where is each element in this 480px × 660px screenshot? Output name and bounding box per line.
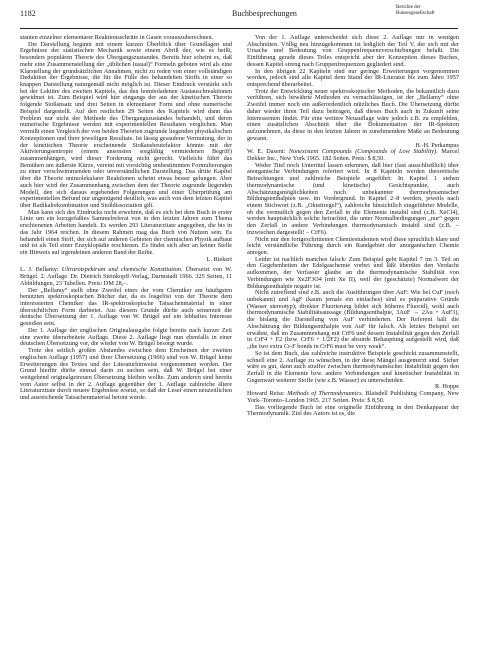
- right-column: [247, 35, 459, 418]
- paragraph: Von der 1. Auflage unterscheidet sich diese 2. Auflage nur in wenigen Abschnitten. Völlig neu hinzugekommen ist lediglich der Teil V, der sich mit der Ursache und Bedeutung von Gruppenfrequenzverschiebungen befaßt. Die Einführung gerade dieses Teiles entspricht aber der Konzeption dieses Buches, dessen Kapitel streng nach Gruppenfrequenzen gegliedert sind.: [247, 34, 459, 68]
- journal-name-line1: Berichte der: [396, 5, 421, 10]
- book-title: Ultrarotspektrum und chemische Konstitution.: [61, 266, 183, 274]
- paragraph: In den übrigen 22 Kapiteln sind nur geringe Erweiterungen vorgenommen worden, jedoch sind alle Kapitel dem Stand der IR-Literatur bis zum Jahre 1957 entsprechend überarbeitet.: [247, 67, 459, 89]
- left-column: [20, 35, 232, 402]
- book-title: Nonexistent Compounds (Compounds of Low Stability).: [288, 148, 438, 156]
- reviewer-signature: R. Hoppe: [435, 383, 459, 391]
- book-entry: [247, 391, 459, 404]
- paragraph: Nicht nur den fortgeschrittenen Chemiestudenten wird diese sprachlich klare und leicht verständliche Führung durch ein Randgebiet der anorganischen Chemie anregen.: [247, 235, 459, 256]
- section-title: Buchbesprechungen: [232, 9, 297, 18]
- paragraph: Weder Titel noch Untertitel lassen erkennen, daß hier (fast ausschließlich) über anorganische Verbindungen referiert wird. In 8 Kapiteln werden theoretische Betrachtungen und zahlreiche Beispiele angeführt: In Kapitel 1 stehen thermodynamische (und kinetische) Gesichtspunkte, auch Abschätzungsmöglichkeiten noch unbekannter thermodynamischer Bildungsenthalpien usw. im Vordergrund. In Kapitel 2–8 werden, jeweils nach einem Stichwort (z.B. „Oktettregel“), zahlreiche hinsichtlich eingeführter Modelle, ob die vermutlich gegen den Zerfall in die Elemente instabil sind (z.B. XeCl4), werden hauptsächlich solche betrachtet, die unter Normalbedingungen „nur“ gegen den Zerfall in andere Verbindungen thermodynamisch instabil sind (z.B. – inzwischen dargestellt! – CrF6).: [247, 161, 459, 236]
- paragraph: Trotz der Entwicklung neuer spektroskopischer Methoden, die bekanntlich dazu verführen, sich bewährte Methoden zu vernachlässigen, ist der „Bellamy“ ohne Zweifel immer noch ein außerordentlich nützliches Buch. Die Übersetzung dürfte daher wieder ihren Teil dazu beitragen, daß dieses Buch auch in Zukunft seine Interessenten findet. Für eine weitere Neuauflage wäre jedoch z.B. zu empfehlen, einen zusätzlichen Abschnitt über die Dokumentation der IR-Spektren aufzunehmen, da diese in den letzten Jahren in zunehmendem Maße an Bedeutung gewann.: [247, 87, 459, 142]
- reviewer-signature: H.-H. Perkampus: [415, 141, 459, 149]
- journal-name-line2: Bunsengesellschaft: [396, 11, 435, 16]
- page-number: 1182: [20, 9, 36, 18]
- paragraph: Der 1. Auflage der englischen Originalausgabe folgte bereits nach kurzer Zeit eine zweite überarbeitete Auflage. Diese 2. Auflage liegt nun ebenfalls in einer deutschen Übersetzung vor, die wieder von W. Brügel besorgt wurde.: [20, 326, 232, 348]
- paragraph: Nicht zutreffend sind z.B. auch die Ausführungen über AuF: Wie bei CuF (noch unbekannt) und AgF (kaum jemals ein einfaches) sind es präparative Gründe (Wasser stereotyp); direkter Fluorierung bildet sich höheres Fluorid), wohl auch thermodynamische Stabilitätsaussage (Bildungsenthalpie, 3AuF → 2Au + AuF3), die bislang die Darstellung von AuF verhinderten. Der Referent hält die Abschätzung der Bildungsenthalpie von AuF für falsch. Als letztes Beispiel sei erwähnt, daß im Zusammenhang mit CrF6 und dessen Instabilität gegen den Zerfall in CrF4 + F2 (bzw. CrF6 + 1/2F2) die absurde Behauptung aufgestellt wird, daß „the two extra Cr-F bonds in CrF6 must be very weak“.: [247, 289, 459, 351]
- book-details: Marcel Dekker Inc., New York 1965. 182 Seiten. Preis: $ 8,50.: [247, 148, 459, 162]
- paragraph: So ist dem Buch, das zahlreiche instruktive Beispiele geschickt zusammenstellt, schnell eine 2. Auflage zu wünschen, in der diese Mängel ausgemerzt sind. Sicher wäre es gut, dann auch straffer zwischen thermodynamischer Instabilität gegen den Zerfall in die Elemente bzw. andere Verbindungen und kinetischer Instabilität in Gegenwart weiterer Stoffe (wie z.B. Wasser) zu unterscheiden.: [247, 349, 459, 384]
- book-details: Übersetzt von W. Brügel. 2. Auflage. Dr. Dietrich Steinkopff-Verlag, Darmstadt 1966. 325 Seiten, 11 Abbildungen, 23 Tabellen. Preis: DM 28,–.: [20, 266, 233, 287]
- paragraph: stanten einzelner elementarer Reaktionsschritte in Gasen vorauszuberechnen.: [20, 34, 214, 41]
- page-header: [20, 4, 458, 29]
- paragraph: Das vorliegende Buch ist eine originelle Einführung in den Denkapparat der Thermodynamik. Ziel des Autors ist es, die: [247, 403, 459, 418]
- paragraph: Leider ist nachlich manches falsch: Zum Beispiel geht Kapitel 7 im 3. Teil an den Gegebenheiten der Edelgaschemie vorbei und läßt überdies den Verdacht aufkommen, der Verfasser glaube an die thermodynamische Stabilität von Verbindungen wie Xe2F3O4 (mit Xe II), weil der (geschätzte) Normalwert der Bildungsenthalpie negativ ist.: [247, 255, 459, 290]
- book-author: W. E. Dasent:: [247, 148, 286, 156]
- book-details: Blaisdell Publishing Company, New York–Toronto–London 1965. 217 Seiten. Preis: $ 8,50.: [247, 390, 460, 404]
- paragraph: Man kann sich des Eindrucks nicht erwehren, daß es sich bei dem Buch in erster Linie um ein kurzgefaßtes Sammelreferat von in den letzten Jahren zum Thema erschienenen Arbeiten handelt. Es werden 293 Literaturzitate angegeben, die bis in das Jahr 1964 reichen. In diesem Rahmen mag das Buch von Nutzen sein. Es behandelt einen Stoff, der sich auf anderen Gebieten der chemischen Physik aufbaut und ist als Teil einer Enzyklopädie erschienen. Es findet sich aber an keiner Stelle ein Hinweis auf irgendeinen anderen Band der Reihe.: [20, 208, 232, 256]
- book-entry: [20, 267, 232, 287]
- paragraph: Der „Bellamy“ stellt ohne Zweifel eines der vom Chemiker am häufigsten benutzten spektroskopischen Bücher dar, da es losgelöst von der Theorie dem interessierten Chemiker das IR-spektroskopische Tatsachenmaterial in einer übersichtlichen Form darbietet. Aus diesem Grunde dürfte auch seinerzeit die deutsche Übersetzung der 1. Auflage von W. Brügel auf ein lebhaftes Interesse gestoßen sein.: [20, 286, 232, 328]
- book-title: Methods of Thermodynamics.: [287, 390, 364, 398]
- paragraph: Die Darstellung beginnt mit einem kurzen Überblick über Grundlagen und Ergebnisse der statistischen Mechanik sowie einem Abriß der, wie es heißt, besonders populären Theorie des Übergangszustandes. Bereits hier scheint es, daß mehr eine Zusammenstellung der „üblichen (usual)“ Formeln geboten wird als eine Klarstellung der grundsätzlichen Annahmen, nicht zu reden von einer vollständigen Deduktion der Ergebnisse, die für die Fülle des behandelten Stoffs in einer so knappen Darstellung naturgemäß nicht möglich ist. Dieser Eindruck verstärkt sich bei der Lektüre des zweiten Kapitels, das den homöoladenen Austauschreaktionen gewidmet ist. Zum Beispiel wird hier eingangs der aus der kinetischen Theorie folgende Stoßansatz und drei Seiten in elementarer Form und ohne numerische Beispiel dargestellt. Auf den restlichen 29 Seiten des Kapitels wird dann das Problem nur nicht der Methode des Übergangszustandes behandelt, und deren numerische Ergebnisse werden mit experimentellen Resultaten verglichen. Man vermißt einen Vergleich der von beiden Theorien zugrunde liegenden physikalischen Konzeptionen und ihrer jeweiligen Resultate. Ist lässig gesaufene Vermutung, der in der kinetischen Theorie erscheinende Stoßausbeutefaktor könnte mit der Aktivierungsentropie (einem ansonsten sorgfältig vermiedenen Begriff) zusammenhängen, wird dieser Forderung nicht gerecht. Vielleicht führt das Bemühen um äußerste Kürze, vereint mit vorsichtig umbestimmten Formulierungen zu einer verschwimmenden oder unverständlichen Darstellung. Das dritte Kapitel über die Theorie unimolekularer Reaktionen scheint etwas besser gelungen. Aber auch hier wird der Zusammenhang zwischen dem der Theorie zugrunde liegenden Modell, den sich daraus ergebenden Folgerungen und einer Überprüfung am experimentellen Befund nur ungenügend deutlich, was auch von dem letzten Kapitel über Radikalrekombination und Stoßdissoziation gilt.: [20, 40, 232, 209]
- paragraph: Trotz des seitlich großen Abstandes zwischen dem Erscheinen der zweiten englischen Auflage (1957) und ihrer Übersetzung (1966) sind von W. Brügel keine Erweiterungen des Textes und der Literaturhinweise vorgenommen worden. Der Grund hierfür dürfte einmal darin zu suchen sein, daß W. Brügel bei einer weitgehend originalgetreuen Übersetzung bleiben wollte. Zum anderen sind bereits vom Autor selbst in der 2. Auflage gegenüber der 1. Auflage zahlreiche ältere Literaturzitate durch neuere Ergebnisse ersetzt, so daß der Leser einen neuzeitlichen und ausreichende Tatsachenmaterial betont wurde.: [20, 347, 232, 402]
- reviewer-signature: L. Riekert: [206, 255, 232, 263]
- journal-name: [396, 5, 458, 17]
- book-author: Howard Reiss:: [247, 390, 285, 398]
- book-entry: [247, 149, 459, 162]
- book-author: L. J. Bellamy:: [20, 266, 59, 274]
